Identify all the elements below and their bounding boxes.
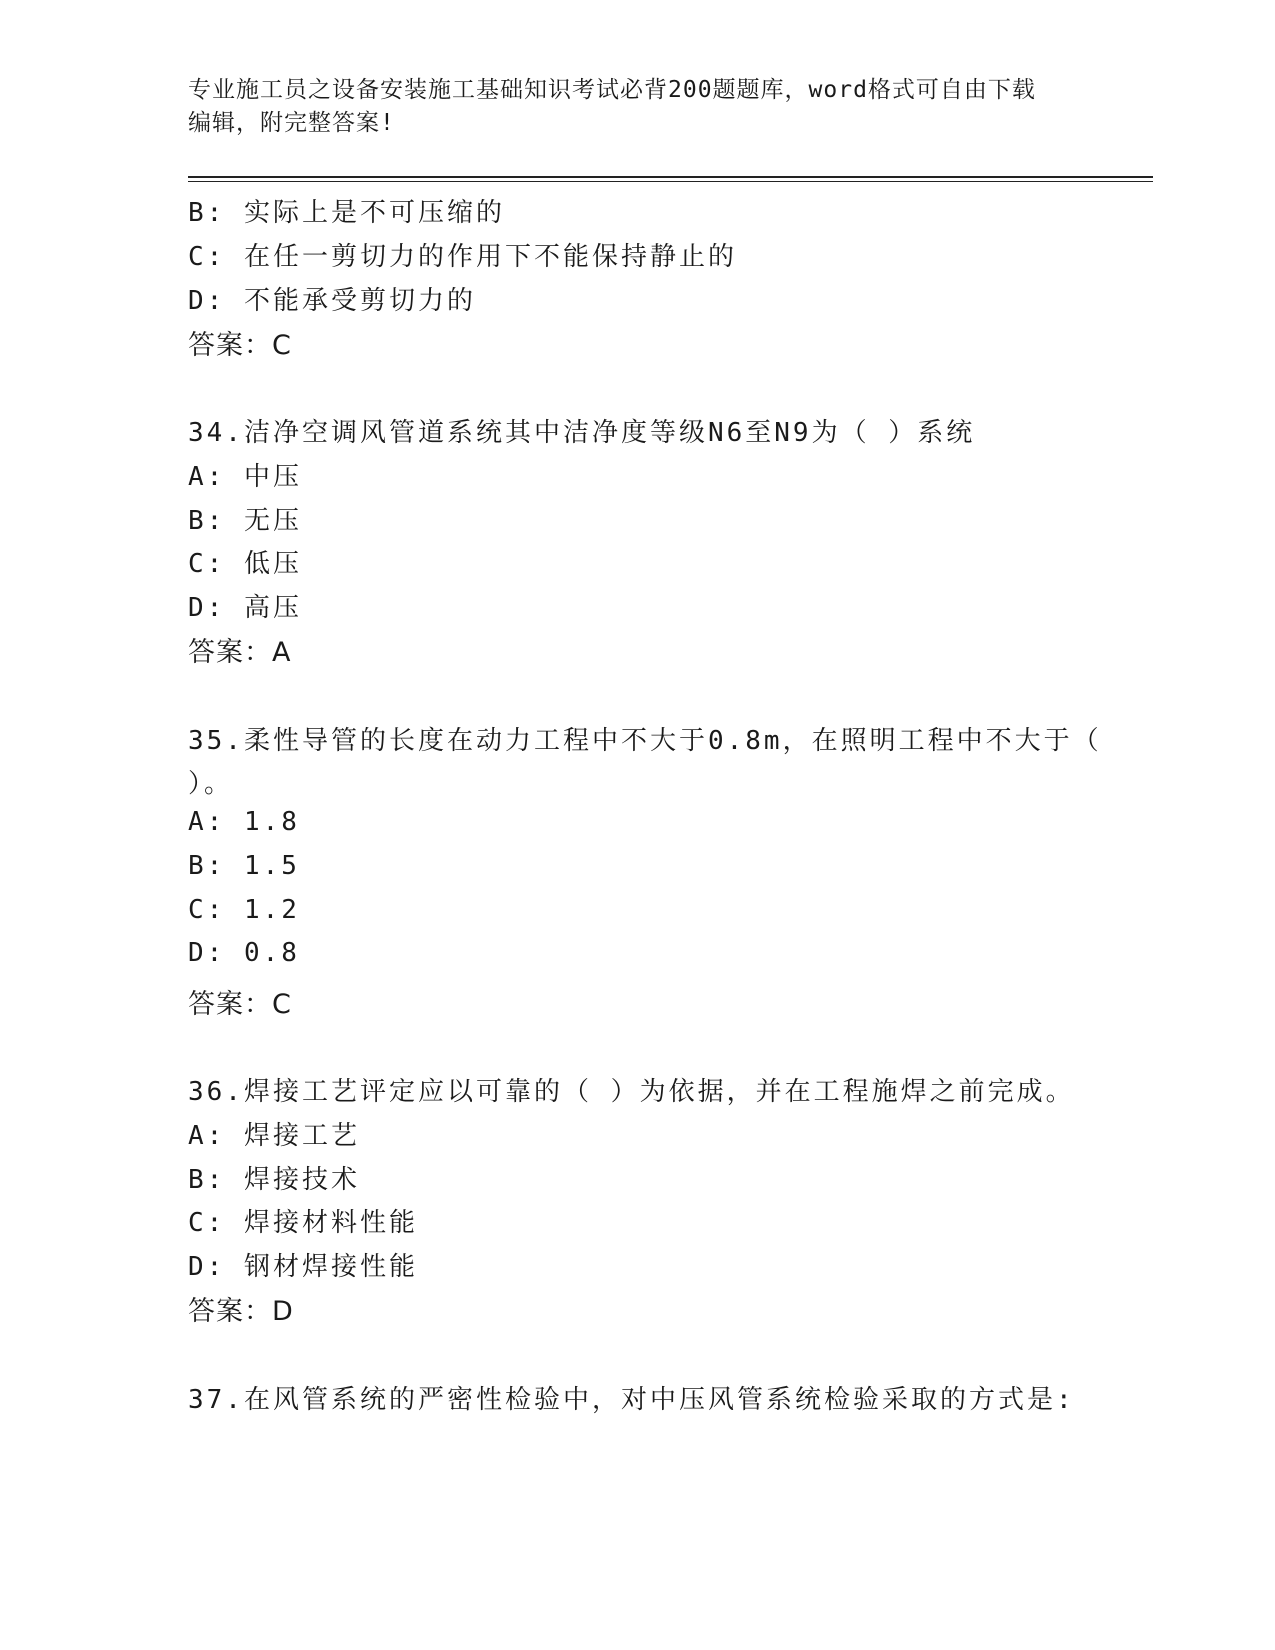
header-line-2: 编辑，附完整答案! [188,110,395,136]
header-rule-thick [188,176,1153,178]
option-line: B: 焊接技术 [188,1165,360,1195]
header-rule-thin [188,181,1153,182]
answer-line: 答案：D [188,1296,294,1327]
option-line: A: 焊接工艺 [188,1121,360,1151]
option-line: B: 无压 [188,506,302,536]
option-line: C: 1.2 [188,895,300,925]
option-line: B: 1.5 [188,851,300,881]
option-line: A: 1.8 [188,807,300,837]
option-line: C: 在任一剪切力的作用下不能保持静止的 [188,242,737,272]
option-line: C: 低压 [188,549,302,579]
answer-line: 答案：C [188,330,292,361]
option-line: D: 0.8 [188,938,300,968]
question-line: 36.焊接工艺评定应以可靠的（ ）为依据，并在工程施焊之前完成。 [188,1077,1075,1107]
question-line: ）。 [188,769,234,799]
document-header [188,74,1088,140]
option-line: C: 焊接材料性能 [188,1208,418,1238]
question-line: 37.在风管系统的严密性检验中，对中压风管系统检验采取的方式是: [188,1385,1075,1415]
question-line: 34.洁净空调风管道系统其中洁净度等级N6至N9为（ ）系统 [188,418,976,448]
option-line: D: 高压 [188,593,302,623]
option-line: D: 钢材焊接性能 [188,1252,418,1282]
option-line: A: 中压 [188,462,302,492]
header-line-1: 专业施工员之设备安装施工基础知识考试必背200题题库，word格式可自由下载 [188,77,1036,103]
option-line: B: 实际上是不可压缩的 [188,198,505,228]
option-line: D: 不能承受剪切力的 [188,286,476,316]
answer-line: 答案：A [188,637,292,668]
answer-line: 答案：C [188,989,292,1020]
question-line: 35.柔性导管的长度在动力工程中不大于0.8m，在照明工程中不大于（ [188,726,1102,756]
